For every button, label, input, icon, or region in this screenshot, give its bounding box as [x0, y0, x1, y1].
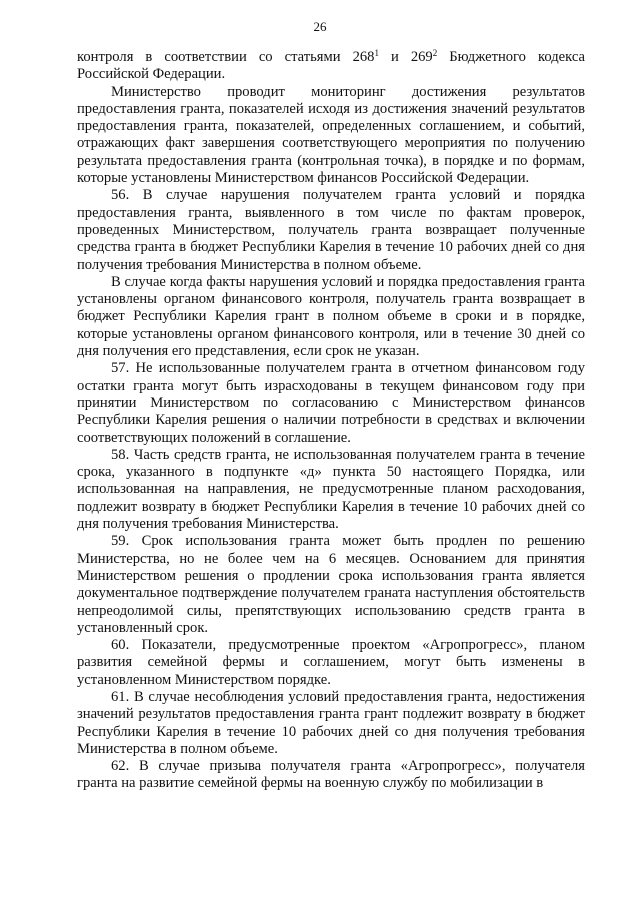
paragraph — [77, 533, 585, 637]
paragraph-text: 60. Показатели, предусмотренные проектом «Агропрогресс», планом развития семейной фермы и соглашением, могут быть изменены в установленном Министерством порядке. — [77, 637, 585, 688]
paragraph-text: В случае когда факты нарушения условий и порядка предоставления гранта установлены органом финансового контроля, получатель гранта возвращает в бюджет Республики Карелия грант в полном объеме в сроки и в порядке, которые установлены органом финансового контроля, или в течение 30 дней со дня получения его представления, если срок не указан. — [77, 273, 585, 360]
paragraph-text: Бюджетного кодекса Российской Федерации. — [77, 49, 585, 83]
paragraph — [77, 447, 585, 533]
footnote-reference: 2 — [432, 48, 438, 58]
paragraph-text: 61. В случае несоблюдения условий предоставления гранта, недостижения значений результатов предоставления гранта грант подлежит возврату в бюджет Республики Карелия в течение 10 рабочих дней со дня получения требования Министерства в полном объеме. — [77, 688, 585, 757]
paragraph — [77, 637, 585, 689]
paragraph-text: и 269 — [378, 49, 433, 65]
paragraph-text: 57. Не использованные получателем гранта в отчетном финансовом году остатки гранта могут быть израсходованы в текущем финансовом году при принятии Министерством по согласованию с Министерством финансов Республики Карелия решения о наличии потребности в средствах и включении соответствующих положений в соглашение. — [77, 360, 585, 446]
paragraph — [77, 49, 585, 84]
paragraph — [77, 274, 585, 360]
paragraph — [77, 758, 585, 793]
paragraph-text: Министерство проводит мониторинг достижения результатов предоставления гранта, показателей исходя из достижения значений результатов предоставления гранта, показателей, определенных соглашением, и событий, отражающих факт завершения соответствующего мероприятия по получению результата предоставления гранта (контрольная точка), в порядке и по формам, которые установлены Министерством финансов Российской Федерации. — [77, 83, 585, 187]
paragraph-text: контроля в соответствии со статьями 268 — [77, 49, 375, 65]
page-number: 26 — [313, 19, 327, 34]
paragraph-text: 59. Срок использования гранта может быть продлен по решению Министерства, но не более чем на 6 месяцев. Основанием для принятия Министерством решения о продлении срока использования гранта является документальное подтверждение получателем граната наступления обстоятельств непреодолимой силы, препятствующих использованию средств гранта в установленный срок. — [77, 533, 585, 636]
paragraph — [77, 360, 585, 446]
paragraph-text: 62. В случае призыва получателя гранта «Агропрогресс», получателя гранта на развитие семейной фермы на военную службу по мобилизации в — [77, 758, 585, 792]
paragraph-text: 58. Часть средств гранта, не использованная получателем гранта в течение срока, указанного в подпункте «д» пункта 50 настоящего Порядка, или использованная на направления, не предусмотренные планом расходования, подлежит возврату в бюджет Республики Карелия в течение 10 рабочих дней со дня получения требования Министерства. — [77, 446, 585, 533]
document-body — [77, 49, 585, 793]
footnote-reference: 1 — [374, 48, 379, 58]
paragraph — [77, 187, 585, 273]
paragraph-text: 56. В случае нарушения получателем гранта условий и порядка предоставления гранта, выявленного в том числе по фактам проверок, проведенных Министерством, получатель гранта возвращает полученные средства гранта в бюджет Республики Карелия в течение 10 рабочих дней со дня получения требования Министерства в полном объеме. — [77, 187, 585, 273]
paragraph — [77, 84, 585, 188]
paragraph — [77, 689, 585, 758]
